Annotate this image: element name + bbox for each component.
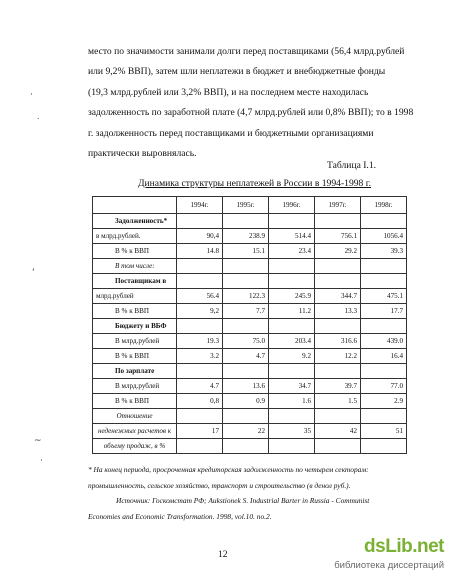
row-label: неденежных расчетов к bbox=[93, 424, 177, 439]
cell bbox=[361, 364, 407, 379]
cell bbox=[269, 364, 315, 379]
cell bbox=[315, 274, 361, 289]
cell bbox=[361, 259, 407, 274]
cell bbox=[315, 409, 361, 424]
cell bbox=[177, 409, 223, 424]
row-label: млрд.рублей bbox=[93, 289, 177, 304]
scan-artifact-mark: ʻ bbox=[32, 268, 35, 278]
scan-artifact-mark: · bbox=[40, 456, 43, 466]
cell: 14.8 bbox=[177, 244, 223, 259]
cell: 17.7 bbox=[361, 304, 407, 319]
table-row bbox=[93, 214, 407, 229]
cell bbox=[223, 439, 269, 454]
cell bbox=[177, 364, 223, 379]
cell bbox=[223, 274, 269, 289]
footnote-source bbox=[88, 493, 418, 524]
cell: 316.6 bbox=[315, 334, 361, 349]
cell bbox=[315, 259, 361, 274]
header-cell: 1997г. bbox=[315, 197, 361, 214]
table-row bbox=[93, 394, 407, 409]
table-row bbox=[93, 229, 407, 244]
paragraph-line: место по значимости занимали долги перед поставщиками (56,4 млрд.рублей bbox=[88, 46, 405, 57]
table-row bbox=[93, 259, 407, 274]
cell bbox=[177, 319, 223, 334]
paragraph-line: или 9,2% ВВП), затем шли неплатежи в бюджет и внебюджетные фонды bbox=[88, 66, 386, 78]
row-label: В % к ВВП bbox=[93, 394, 177, 409]
cell: 1056.4 bbox=[361, 229, 407, 244]
row-label: Задолженность* bbox=[93, 214, 177, 229]
cell bbox=[315, 214, 361, 229]
cell bbox=[223, 409, 269, 424]
cell bbox=[177, 259, 223, 274]
cell: 7.7 bbox=[223, 304, 269, 319]
cell: 1.5 bbox=[315, 394, 361, 409]
cell bbox=[315, 439, 361, 454]
cell: 0,8 bbox=[177, 394, 223, 409]
table-row bbox=[93, 304, 407, 319]
cell bbox=[315, 364, 361, 379]
table-row bbox=[93, 349, 407, 364]
cell: 344.7 bbox=[315, 289, 361, 304]
cell bbox=[361, 439, 407, 454]
cell bbox=[269, 214, 315, 229]
cell: 203.4 bbox=[269, 334, 315, 349]
row-label: в млрд.рублей. bbox=[93, 229, 177, 244]
row-label: По зарплате bbox=[93, 364, 177, 379]
cell: 122.3 bbox=[223, 289, 269, 304]
cell: 514.4 bbox=[269, 229, 315, 244]
cell: 90,4 bbox=[177, 229, 223, 244]
scan-artifact-mark: ~ bbox=[34, 436, 42, 446]
cell: 475.1 bbox=[361, 289, 407, 304]
cell: 9,2 bbox=[177, 304, 223, 319]
header-cell: 1998г. bbox=[361, 197, 407, 214]
table-row bbox=[93, 319, 407, 334]
footnote-line: промышленность, сельское хозяйство, транспорт и строительство (в денол руб.). bbox=[88, 480, 351, 490]
cell bbox=[177, 439, 223, 454]
paragraph-line: (19,3 млрд.рублей или 3,2% ВВП), и на последнем месте находилась bbox=[88, 86, 369, 98]
scan-artifact-mark: ˙ bbox=[36, 118, 41, 128]
cell: 23.4 bbox=[269, 244, 315, 259]
cell: 756.1 bbox=[315, 229, 361, 244]
table-title: Динамика структуры неплатежей в России в 1994-1998 г. bbox=[138, 178, 371, 189]
cell: 34.7 bbox=[269, 379, 315, 394]
cell: 75.0 bbox=[223, 334, 269, 349]
table-row bbox=[93, 409, 407, 424]
dslib-watermark bbox=[326, 536, 444, 574]
cell: 245.9 bbox=[269, 289, 315, 304]
cell bbox=[223, 214, 269, 229]
footnote-line: * На конец периода, просроченная кредиторская задолженность по четырем секторам: bbox=[88, 465, 369, 474]
cell: 4.7 bbox=[177, 379, 223, 394]
debt-structure-table bbox=[92, 196, 407, 454]
cell: 22 bbox=[223, 424, 269, 439]
cell: 2.9 bbox=[361, 394, 407, 409]
cell bbox=[361, 409, 407, 424]
row-label: Отношение bbox=[93, 409, 177, 424]
cell: 238.9 bbox=[223, 229, 269, 244]
row-label: В млрд.рублей bbox=[93, 334, 177, 349]
paragraph-line: г. задолженность перед поставщиками и бюджетными организациями bbox=[88, 127, 374, 139]
table-row bbox=[93, 364, 407, 379]
cell: 11.2 bbox=[269, 304, 315, 319]
table-number: Таблица I.1. bbox=[327, 160, 377, 171]
cell: 42 bbox=[315, 424, 361, 439]
cell bbox=[269, 274, 315, 289]
table-row bbox=[93, 439, 407, 454]
page-number: 12 bbox=[218, 549, 228, 560]
header-cell: 1995г. bbox=[223, 197, 269, 214]
table-row bbox=[93, 244, 407, 259]
cell bbox=[361, 214, 407, 229]
cell: 3.2 bbox=[177, 349, 223, 364]
header-cell: 1996г. bbox=[269, 197, 315, 214]
cell bbox=[315, 319, 361, 334]
cell bbox=[361, 319, 407, 334]
header-cell bbox=[93, 197, 177, 214]
scan-artifact-mark: · bbox=[30, 90, 33, 100]
table-row bbox=[93, 379, 407, 394]
cell: 0.9 bbox=[223, 394, 269, 409]
cell: 56.4 bbox=[177, 289, 223, 304]
row-label: Поставщикам в bbox=[93, 274, 177, 289]
cell bbox=[223, 259, 269, 274]
row-label: В млрд.рублей bbox=[93, 379, 177, 394]
cell bbox=[269, 409, 315, 424]
cell: 35 bbox=[269, 424, 315, 439]
cell bbox=[177, 214, 223, 229]
body-paragraph bbox=[88, 42, 414, 164]
paragraph-line: практически выровнялась. bbox=[88, 148, 197, 160]
table-row bbox=[93, 424, 407, 439]
footnote-definition bbox=[88, 462, 418, 493]
cell bbox=[177, 274, 223, 289]
table-row bbox=[93, 274, 407, 289]
cell: 4.7 bbox=[223, 349, 269, 364]
cell: 51 bbox=[361, 424, 407, 439]
cell: 12.2 bbox=[315, 349, 361, 364]
cell bbox=[223, 364, 269, 379]
table-header-row bbox=[93, 197, 407, 214]
cell: 16.4 bbox=[361, 349, 407, 364]
row-label: В % к ВВП bbox=[93, 244, 177, 259]
row-label: объему продаж, в % bbox=[93, 439, 177, 454]
table-row bbox=[93, 289, 407, 304]
cell: 39.7 bbox=[315, 379, 361, 394]
cell bbox=[269, 439, 315, 454]
cell: 13.6 bbox=[223, 379, 269, 394]
cell bbox=[269, 259, 315, 274]
cell: 1.6 bbox=[269, 394, 315, 409]
footnote-line: Источник: Госкомстат РФ; Aukstionek S. Industrial Barter in Russia - Communist bbox=[116, 496, 370, 505]
cell bbox=[361, 274, 407, 289]
watermark-subtitle: библиотека диссертаций bbox=[334, 560, 444, 571]
row-label: В % к ВВП bbox=[93, 349, 177, 364]
cell: 13.3 bbox=[315, 304, 361, 319]
cell: 17 bbox=[177, 424, 223, 439]
row-label: В том числе: bbox=[93, 259, 177, 274]
paragraph-line: задолженность по заработной плате (4,7 млрд.рублей или 0,8% ВВП); то в 1998 bbox=[88, 107, 414, 119]
header-cell: 1994г. bbox=[177, 197, 223, 214]
table-row bbox=[93, 334, 407, 349]
footnote-line: Economies and Economic Transformation. 1998, vol.10. no.2. bbox=[88, 511, 272, 521]
row-label: Бюджету и ВБФ bbox=[93, 319, 177, 334]
cell: 439.0 bbox=[361, 334, 407, 349]
row-label: В % к ВВП bbox=[93, 304, 177, 319]
cell: 9.2 bbox=[269, 349, 315, 364]
cell: 19.3 bbox=[177, 334, 223, 349]
cell: 15.1 bbox=[223, 244, 269, 259]
cell bbox=[269, 319, 315, 334]
watermark-logo-text: dsLib.net bbox=[364, 536, 444, 557]
cell bbox=[223, 319, 269, 334]
cell: 29.2 bbox=[315, 244, 361, 259]
cell: 39.3 bbox=[361, 244, 407, 259]
cell: 77.0 bbox=[361, 379, 407, 394]
